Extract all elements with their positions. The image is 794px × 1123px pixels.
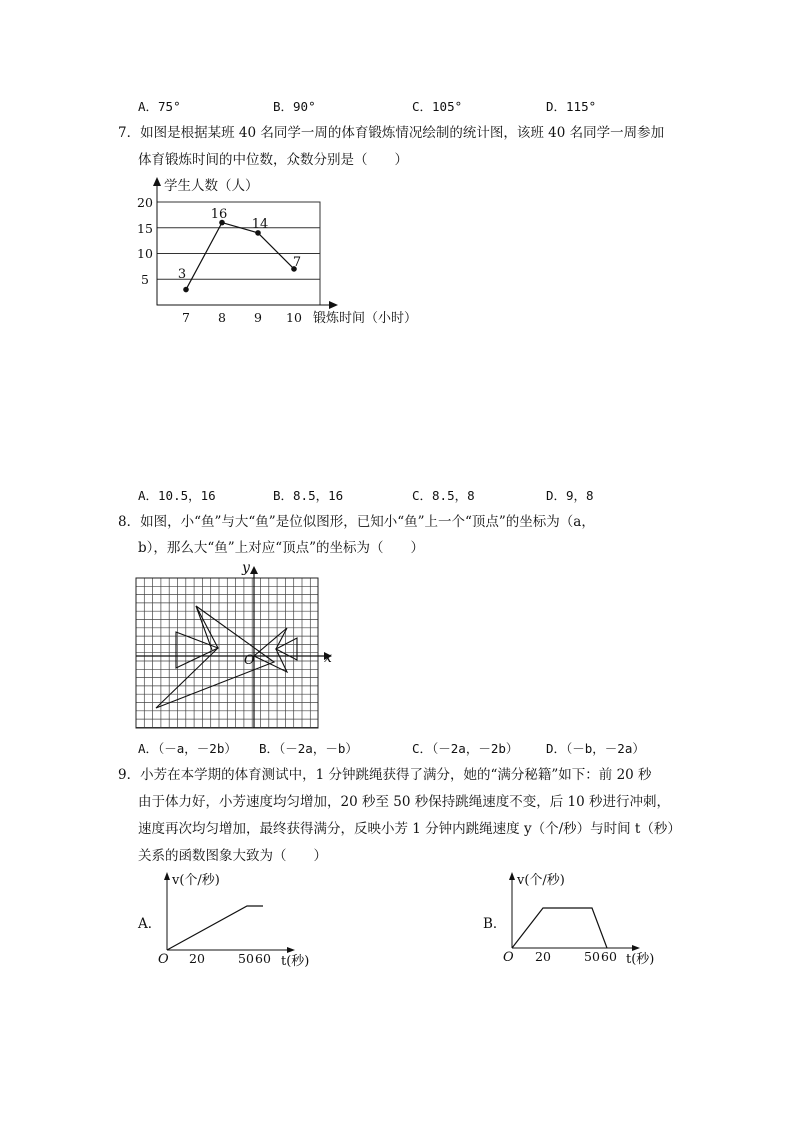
y-tick-label: 10	[137, 246, 153, 261]
x-axis-arrow	[329, 301, 338, 309]
x-tick-label: 7	[182, 310, 190, 325]
q8-stem-line1: 8．如图，小“鱼”与大“鱼”是位似图形，已知小“鱼”上一个“顶点”的坐标为（a，	[118, 514, 595, 530]
q8-option-b: B．（－2a，－b）	[259, 741, 358, 756]
data-label: 14	[251, 217, 269, 232]
y-axis-arrow	[164, 872, 170, 880]
q7-stem-line1: 7．如图是根据某班 40 名同学一周的体育锻炼情况绘制的统计图，该班 40 名同学一周参加	[118, 125, 665, 141]
q6-option-b: B．90°	[273, 99, 316, 114]
data-point	[183, 287, 189, 293]
q6-option-d: D．115°	[546, 99, 597, 114]
q7-option-a: A．10.5，16	[138, 488, 216, 503]
x-axis-arrow	[632, 945, 640, 951]
q9-graph-b	[500, 870, 670, 970]
x-axis-title: t(秒)	[626, 952, 655, 967]
q8-option-a: A．（－a，－2b）	[138, 741, 237, 756]
x-tick-label: 50	[238, 951, 254, 966]
x-tick-label: 60	[255, 951, 271, 966]
origin-label: O	[244, 653, 255, 668]
data-label: 3	[177, 267, 187, 282]
x-axis-title: 锻炼时间（小时）	[313, 311, 418, 326]
x-tick-label: 60	[601, 949, 617, 964]
q7-stem-line2: 体育锻炼时间的中位数，众数分别是（ ）	[138, 152, 408, 168]
y-tick-label: 15	[137, 221, 153, 236]
graph-b-curve	[512, 908, 607, 948]
q9-stem-line3: 速度再次均匀增加，最终获得满分，反映小芳 1 分钟内跳绳速度 y（个/秒）与时间 t（秒）	[138, 821, 681, 837]
x-tick-label: 10	[286, 310, 302, 325]
y-tick-label: 5	[141, 272, 149, 287]
data-label: 16	[210, 207, 228, 222]
x-tick-label: 20	[189, 951, 205, 966]
q8-option-d: D．（－b，－2a）	[546, 741, 645, 756]
q7-option-d: D．9，8	[546, 488, 594, 503]
x-tick-label: 50	[584, 949, 600, 964]
q9-stem-line4: 关系的函数图象大致为（ ）	[138, 848, 327, 864]
x-axis-arrow	[287, 947, 295, 953]
q6-option-a: A．75°	[138, 99, 181, 114]
q9-graph-b-label: B．	[483, 916, 507, 932]
origin-label: O	[158, 952, 169, 967]
y-axis-title: v(个/秒)	[172, 873, 220, 888]
q9-graph-a	[155, 870, 325, 970]
q7-line-chart	[130, 172, 430, 332]
q6-option-c: C．105°	[412, 99, 463, 114]
y-axis-title: 学生人数（人）	[164, 178, 259, 194]
x-axis-label: x	[324, 650, 332, 666]
origin-label: O	[503, 950, 514, 965]
y-axis-label: y	[242, 560, 250, 576]
x-axis-title: t(秒)	[281, 954, 310, 969]
y-axis-arrow	[153, 177, 161, 186]
q9-graph-a-label: A．	[138, 916, 162, 932]
q7-option-b: B．8.5，16	[273, 488, 344, 503]
y-tick-label: 20	[137, 195, 153, 210]
q9-stem-line1: 9．小芳在本学期的体育测试中，1 分钟跳绳获得了满分，她的“满分秘籍”如下：前 20 秒	[118, 767, 652, 783]
q8-fish-grid-figure	[130, 562, 350, 732]
y-axis-arrow	[509, 872, 515, 880]
q7-option-c: C．8.5，8	[412, 488, 475, 503]
q9-stem-line2: 由于体力好，小芳速度均匀增加，20 秒至 50 秒保持跳绳速度不变，后 10 秒进行冲刺，	[138, 794, 670, 810]
y-axis-title: v(个/秒)	[517, 873, 565, 888]
data-label: 7	[292, 255, 302, 270]
x-tick-label: 20	[535, 949, 551, 964]
x-tick-label: 9	[254, 310, 262, 325]
y-axis-arrow	[250, 566, 258, 574]
q8-option-c: C．（－2a，－2b）	[412, 741, 519, 756]
x-tick-label: 8	[218, 310, 226, 325]
q8-stem-line2: b），那么大“鱼”上对应“顶点”的坐标为（ ）	[138, 540, 424, 556]
graph-a-curve	[167, 906, 263, 950]
